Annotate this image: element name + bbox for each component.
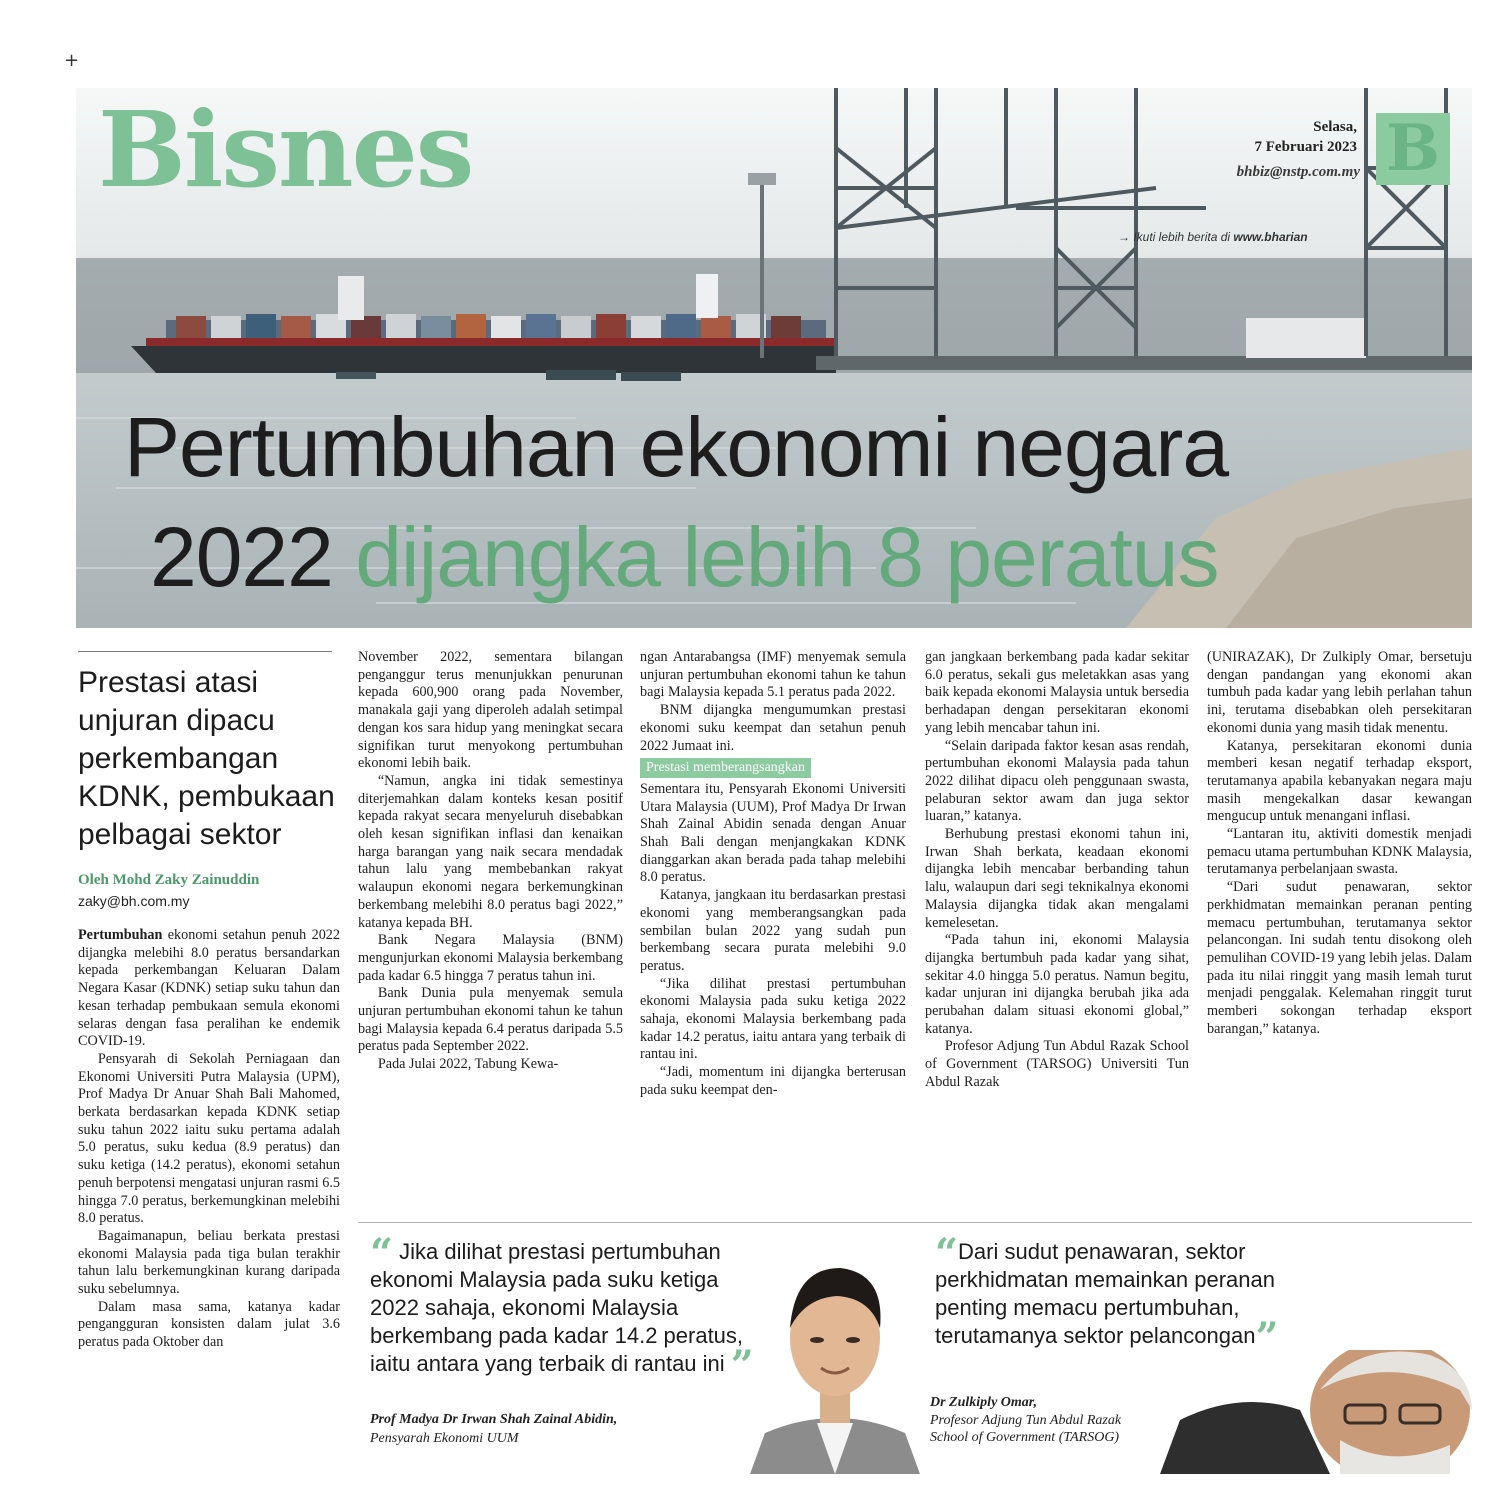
paragraph-text: gan jangkaan berkembang pada kadar sekitar 6.0 peratus, sekali gus meletakkan asas yang baik kepada ekonomi Malaysia untuk bersedia berhadapan dengan persekitaran ekonomi yang lebih mencabar tahun ini. — [925, 649, 1189, 736]
issue-day: Selasa, — [1313, 119, 1357, 135]
paragraph-text: “Selain daripada faktor kesan asas rendah, pertumbuhan ekonomi Malaysia pada tahun 2022 dilihat dipacu oleh penggunaan swasta, pelaburan sektor awam dan juga sektor luaran,” katanya. — [925, 737, 1189, 825]
paragraph-text: Berhubung prestasi ekonomi tahun ini, Irwan Shah berkata, keadaan ekonomi dijangka lebih mencabar berbanding tahun lalu, walaupun dari segi teknikalnya ekonomi Malaysia dijangka tidak akan mengalami kemelesetan. — [925, 826, 1189, 931]
paragraph — [640, 976, 906, 1065]
quote-close-icon: ” — [730, 1342, 754, 1389]
quote-close-icon: ” — [1255, 1314, 1279, 1361]
paragraph — [925, 1038, 1189, 1091]
bh-logo: B — [1376, 113, 1450, 185]
section-title: Bisnes — [98, 88, 473, 211]
portrait-irwan — [745, 1228, 925, 1474]
quote-2-text: Dari sudut penawaran, sektor perkhidmatan memainkan peranan penting memacu pertumbuhan, terutamanya sektor pelancongan — [935, 1239, 1275, 1348]
byline-email: zaky@bh.com.my — [78, 893, 190, 909]
paragraph-text: “Namun, angka ini tidak semestinya diterjemahkan dalam konteks kesan positif kepada rakyat secara menyeluruh disebabkan oleh kesan signifikan inflasi dan kenaikan harga barangan yang naik secara mendadak tahun lalu yang membebankan rakyat walaupun ekonomi negara berkemungkinan berkembang melebihi 8.0 peratus bagi 2022,” katanya kepada BH. — [358, 772, 623, 931]
headline-line-1: Pertumbuhan ekonomi negara — [124, 400, 1229, 494]
paragraph — [1207, 879, 1472, 1038]
quote-2-role-line-1: Profesor Adjung Tun Abdul Razak — [930, 1413, 1122, 1428]
portrait-zulkiply — [1160, 1350, 1472, 1474]
paragraph-text: Sementara itu, Pensyarah Ekonomi Universiti Utara Malaysia (UUM), Prof Madya Dr Irwan Shah Zainal Abidin senada dengan Anuar Shah Bali dengan menjangkakan KDNK dianggarkan akan berada pada tahap melebihi 8.0 peratus. — [640, 780, 906, 886]
paragraph — [358, 932, 623, 985]
article-column-2 — [358, 649, 623, 1074]
headline-highlight: dijangka lebih 8 peratus — [332, 510, 1219, 604]
column-3-part-a — [640, 649, 906, 755]
paragraph — [78, 1051, 340, 1228]
paragraph-text: ekonomi setahun penuh 2022 dijangka melebihi 8.0 peratus bersandarkan kepada perkembangan Keluaran Dalam Negara Kasar (KDNK) setiap suku tahun dan kesan terhadap pembukaan semula ekonomi selaras dengan fasa peralihan ke endemik COVID-19. — [78, 927, 340, 1050]
article-column-1 — [78, 927, 340, 1352]
paragraph-text: “Jika dilihat prestasi pertumbuhan ekonomi Malaysia pada suku ketiga 2022 sahaja, ekonomi Malaysia berkembang pada kadar 14.2 peratus, iaitu antara yang terbaik di rantau ini. — [640, 975, 906, 1063]
quote-divider — [358, 1222, 1472, 1223]
quote-open-icon: “ — [370, 1230, 394, 1277]
paragraph-text: Katanya, jangkaan itu berdasarkan prestasi ekonomi yang memberangsangkan pada sembilan bulan 2022 yang sudah pun berkembang secara purata melebihi 9.0 peratus. — [640, 887, 906, 974]
paragraph — [1207, 649, 1472, 738]
paragraph-text: “Pada tahun ini, ekonomi Malaysia dijangka bertumbuh pada kadar yang sihat, sekitar 4.0 hingga 5.0 peratus. Namun begitu, kadar unjuran ini dijangka berubah jika ada perubahan dalam situasi ekonomi global,” katanya. — [925, 932, 1189, 1037]
pull-quote-1 — [370, 1230, 760, 1389]
paragraph-text: “Lantaran itu, aktiviti domestik menjadi pemacu utama pertumbuhan KDNK Malaysia, terutamanya perbelanjaan swasta. — [1207, 826, 1472, 878]
paragraph-text: ngan Antarabangsa (IMF) menyemak semula unjuran pertumbuhan ekonomi tahun ke tahun bagi Malaysia kepada 5.1 peratus pada 2022. — [640, 649, 906, 701]
quote-2-name: Dr Zulkiply Omar, — [930, 1395, 1037, 1410]
paragraph-text: November 2022, sementara bilangan penganggur terus menunjukkan penurunan kepada 600,900 orang pada November, manakala gaji yang diperoleh adalah setimpal dengan kos sara hidup yang meningkat secara signifikan turut menyokong pertumbuhan ekonomi lebih baik. — [358, 649, 623, 772]
paragraph-text: Dalam masa sama, katanya kadar pengangguran konsisten dalam julat 3.6 peratus pada Oktober dan — [78, 1298, 340, 1351]
follow-url: www.bharian — [1233, 230, 1308, 244]
paragraph — [358, 1056, 623, 1074]
paragraph — [925, 932, 1189, 1038]
paragraph — [358, 985, 623, 1056]
paragraph — [1207, 738, 1472, 827]
paragraph — [358, 649, 623, 773]
paragraph — [640, 702, 906, 755]
issue-date: 7 Februari 2023 — [1254, 139, 1357, 155]
paragraph — [925, 826, 1189, 932]
quote-open-icon: “ — [935, 1230, 959, 1277]
paragraph — [640, 781, 906, 887]
containers — [166, 314, 826, 338]
pull-quote-2 — [935, 1230, 1305, 1361]
registration-mark: + — [64, 50, 80, 71]
paragraph — [640, 887, 906, 976]
paragraph — [925, 649, 1189, 738]
column-3-part-b — [640, 781, 906, 1100]
paragraph-text: Pada Julai 2022, Tabung Kewa- — [377, 1056, 559, 1073]
headline-line-2 — [150, 510, 1219, 604]
article-column-3 — [640, 649, 906, 1100]
divider — [78, 651, 332, 652]
lead-word: Pertumbuhan — [78, 927, 163, 943]
follow-line — [1118, 230, 1308, 244]
paragraph-text: BNM dijangka mengumumkan prestasi ekonomi suku keempat dan setahun penuh 2022 Jumaat ini. — [640, 702, 906, 754]
quote-1-name: Prof Madya Dr Irwan Shah Zainal Abidin, — [370, 1412, 618, 1427]
paragraph-text: “Dari sudut penawaran, sektor perkhidmatan memainkan peranan penting memacu pertumbuhan, terutamanya sektor pelancongan. Ini sudah tentu disokong oleh pemulihan COVID-19 yang lebih jelas. Dalam pada itu nilai ringgit yang masih lemah turut menjadi penggalak. Kelemahan ringgit turut memberi sokongan terhadap eksport barangan,” katanya. — [1207, 879, 1472, 1037]
follow-prefix: → Ikuti lebih berita di — [1118, 230, 1234, 244]
article-column-5 — [1207, 649, 1472, 1038]
paragraph-text: “Jadi, momentum ini dijangka berterusan pada suku keempat den- — [640, 1064, 906, 1098]
paragraph-text: Profesor Adjung Tun Abdul Razak School of Government (TARSOG) Universiti Tun Abdul Razak — [925, 1038, 1189, 1090]
paragraph-text: Bank Dunia pula menyemak semula unjuran pertumbuhan ekonomi tahun ke tahun bagi Malaysia kepada 6.4 peratus daripada 5.5 peratus pada September 2022. — [358, 985, 623, 1055]
quote-1-role: Pensyarah Ekonomi UUM — [370, 1431, 519, 1446]
paragraph-text: Pensyarah di Sekolah Perniagaan dan Ekonomi Universiti Putra Malaysia (UPM), Prof Madya Dr Anuar Shah Bali Mahomed, berkata berdasarkan kepada KDNK setiap suku tahun 2022 iaitu suku pertama adalah 5.0 peratus, suku kedua (8.9 peratus) dan suku ketiga (14.2 peratus), ekonomi setahun penuh berpotensi mengatasi unjuran rasmi 6.5 hingga 7.0 peratus, berkemungkinan melebihi 8.0 peratus. — [78, 1050, 340, 1227]
date-block — [1255, 117, 1358, 157]
paragraph — [78, 1299, 340, 1352]
section-email: bhbiz@nstp.com.my — [1236, 164, 1360, 180]
quote-1-text: Jika dilihat prestasi pertumbuhan ekonomi Malaysia pada suku ketiga 2022 sahaja, ekonomi Malaysia berkembang pada kadar 14.2 peratus, iaitu antara yang terbaik di rantau ini — [370, 1239, 744, 1376]
paragraph — [1207, 826, 1472, 879]
paragraph — [925, 738, 1189, 827]
headline-year: 2022 — [150, 510, 333, 604]
paragraph — [640, 1064, 906, 1099]
quote-2-role-line-2: School of Government (TARSOG) — [930, 1430, 1120, 1445]
paragraph — [640, 649, 906, 702]
subhead: Prestasi memberangsangkan — [640, 758, 811, 778]
byline-author: Oleh Mohd Zaky Zainuddin — [78, 872, 260, 888]
standfirst: Prestasi atasi unjuran dipacu perkembangan KDNK, pembukaan pelbagai sektor — [78, 666, 335, 851]
paragraph-text: (UNIRAZAK), Dr Zulkiply Omar, bersetuju dengan pandangan yang ekonomi akan tumbuh pada kadar yang lebih perlahan tahun ini, terutama disebabkan oleh persekitaran ekonomi dunia yang masih tidak menentu. — [1207, 649, 1472, 736]
paragraph — [78, 927, 340, 1051]
paragraph — [78, 1228, 340, 1299]
paragraph-text: Bank Negara Malaysia (BNM) mengunjurkan ekonomi Malaysia berkembang pada kadar 6.5 hingga 7 peratus tahun ini. — [358, 932, 623, 984]
paragraph-text: Katanya, persekitaran ekonomi dunia memberi kesan negatif terhadap eksport, terutamanya apabila kebanyakan negara maju masih mengekalkan dasar kewangan mengucup untuk menangani inflasi. — [1207, 737, 1472, 825]
paragraph-text: Bagaimanapun, beliau berkata prestasi ekonomi Malaysia pada tiga bulan terakhir tahun lalu berkemungkinan kurang daripada suku sebelumnya. — [78, 1227, 340, 1298]
article-column-4 — [925, 649, 1189, 1092]
paragraph — [358, 773, 623, 932]
